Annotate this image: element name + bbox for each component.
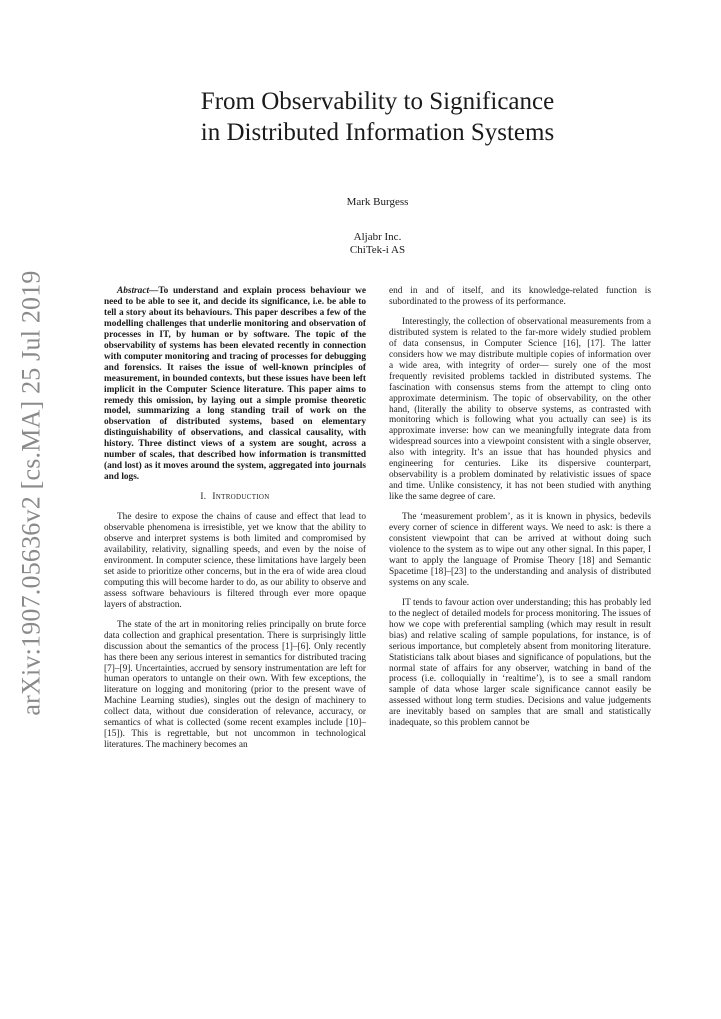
author-name: Mark Burgess [346, 196, 409, 208]
affiliation [100, 231, 655, 257]
abstract [104, 286, 366, 483]
paragraph: The state of the art in monitoring relies principally on brute force data collection and graphical presentation. There is surprisingly little discussion about the semantics of the process [1]–[6]. Only recently has there been any serious interest in semantics for distributed tracing [7]–[9]. Uncertainties, accrued by sensory instrumentation are left for human operators to untangle on their own. With few exceptions, the literature on logging and monitoring (prior to the present wave of Machine Learning studies), singles out the design of machinery to collect data, without due consideration of relevance, accuracy, or semantics of what is collected (some recent examples include [10]–[15]). This is regrettable, but not uncommon in technological literatures. The machinery becomes an [104, 619, 366, 751]
paragraph: Interestingly, the collection of observational measurements from a distributed system is related to the far-more widely studied problem of data consensus, in Computer Science [16], [17]. The latter considers how we may distribute multiple copies of information over a wide area, with integrity of order— surely one of the most frequently revisited problems tackled in distributed systems. The fascination with consensus stems from the attempt to cling onto approximate determinism. The topic of observability, on the other hand, (literally the ability to observe systems, as contrasted with monitoring which is following what you actually can see) is its approximate inverse: how can we meaningfully integrate data from widespread sources into a viewpoint consistent with a single observer, also with integrity. It’s an issue that has hounded physics and engineering for centuries. Like its dispersive counterpart, observability is a problem dominated by relativistic issues of space and time. Unlike consistency, it has not been studied with anything like the same degree of care. [389, 316, 651, 503]
paragraph: The ‘measurement problem’, as it is known in physics, bedevils every corner of science in different ways. We need to ask: is there a consistent viewpoint that can be arrived at without doing such violence to the system as to wipe out any other signal. In this paper, I want to apply the language of Promise Theory [18] and Semantic Spacetime [18]–[23] to the understanding and analysis of distributed systems on any scale. [389, 512, 651, 588]
paragraph: The desire to expose the chains of cause and effect that lead to observable phenomena is irresistible, yet we know that the ability to observe and interpret systems is both limited and compromised by availability, relativity, signalling speeds, and even by the noise of environment. In computer science, these limitations have largely been set aside to prioritize other concerns, but in the era of wide area cloud computing this will become harder to do, as our ability to observe and assess software behaviours is filtered through ever more opaque layers of abstraction. [104, 512, 366, 610]
section-number: I. [200, 492, 207, 503]
paper-title [100, 86, 655, 148]
arxiv-identifier: arXiv:1907.05636v2 [cs.MA] 25 Jul 2019 [17, 270, 47, 716]
abstract-label: Abstract [117, 286, 150, 296]
arxiv-sidebar-stamp [6, 270, 58, 716]
paper-title-line-2: in Distributed Information Systems [200, 119, 555, 146]
paper-title-line-1: From Observability to Significance [200, 88, 555, 115]
section-heading-introduction [104, 492, 366, 503]
paragraph: end in and of itself, and its knowledge-related function is subordinated to the prowess of its performance. [389, 286, 651, 307]
section-title: Introduction [212, 492, 270, 503]
affiliation-line-2: ChiTek-i AS [349, 244, 406, 256]
abstract-text: —To understand and explain process behaviour we need to be able to see it, and decide its significance, i.e. be able to tell a story about its behaviours. This paper describes a few of the modelling challenges that underlie monitoring and observation of processes in IT, by human or by software. The topic of the observability of systems has been elevated recently in connection with computer monitoring and tracing of processes for debugging and forensics. It raises the issue of well-known principles of measurement, in bounded contexts, but these issues have been left implicit in the Computer Science literature. This paper aims to remedy this omission, by laying out a simple promise theoretic model, summarizing a long standing trail of work on the observation of distributed systems, based on elementary distinguishability of observations, and classical causality, with history. Three distinct views of a system are sought, across a number of scales, that described how information is transmitted (and lost) as it moves around the system, aggregated into journals and logs. [104, 286, 366, 483]
right-column [389, 286, 651, 738]
left-column [104, 286, 366, 760]
paragraph: IT tends to favour action over understanding; this has probably led to the neglect of detailed models for process monitoring. The issues of how we cope with preferential sampling (which may result in result bias) and relative scaling of sample populations, for instance, is of serious importance, but completely absent from monitoring literature. Statisticians talk about biases and significance of populations, but the normal state of affairs for any observer, watching in band of the process (i.e. colloquially in ‘realtime’), is to see a small random sample of data whose larger scale significance cannot easily be assessed without long term studies. Decisions and value judgements are inevitably based on samples that are small and statistically inadequate, so this problem cannot be [389, 597, 651, 729]
affiliation-line-1: Aljabr Inc. [353, 231, 402, 243]
